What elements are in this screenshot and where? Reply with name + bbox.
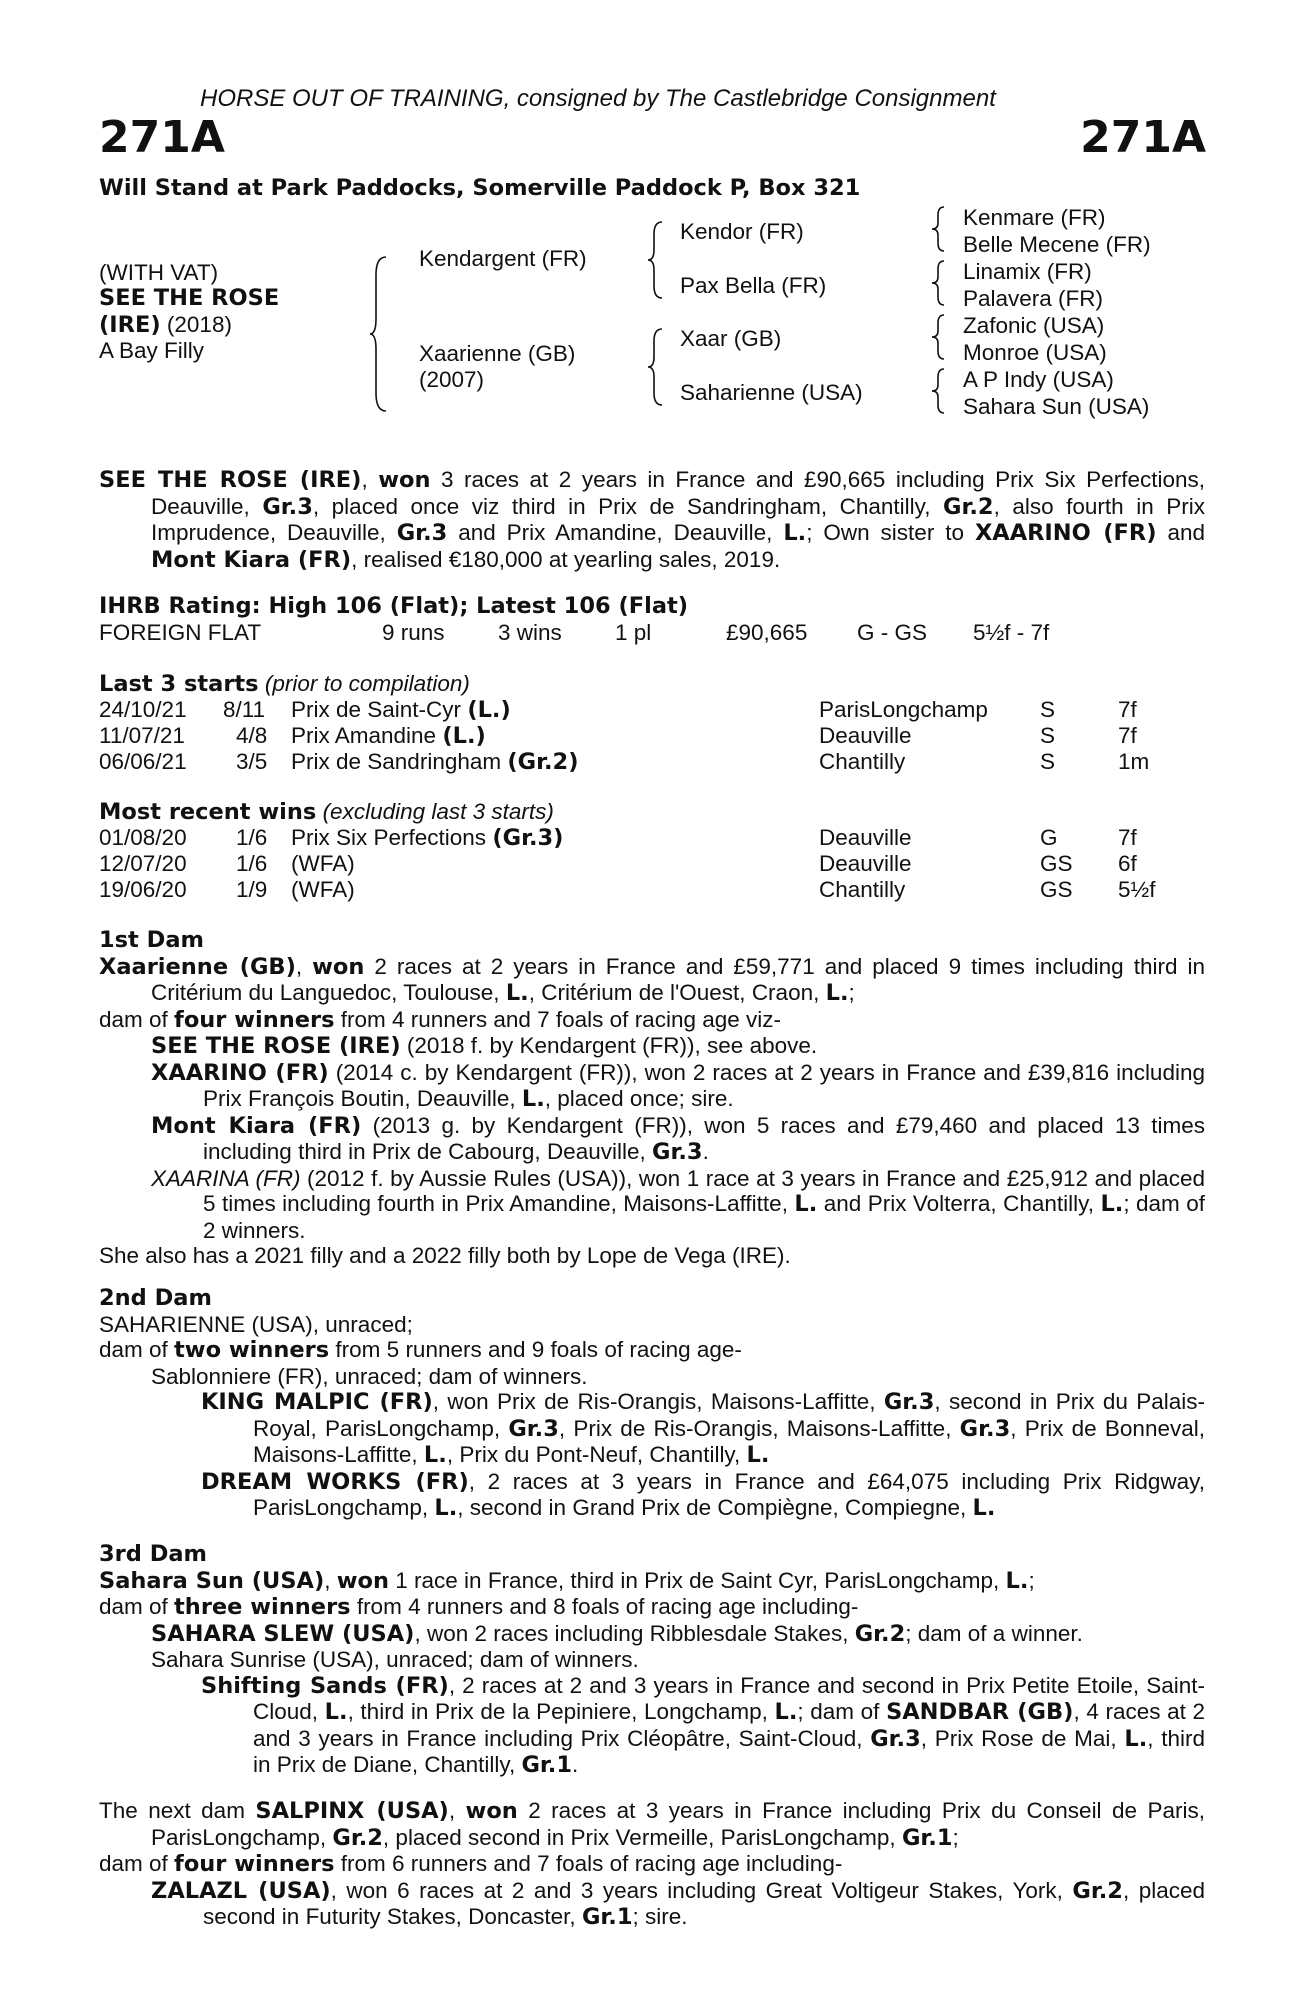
grand-offspring-1: KING MALPIC (FR), won Prix de Ris-Orangis, Maisons-Laffitte, Gr.3, second in Prix du Palais-Royal, ParisLongchamp, Gr.3, Prix de Ris-Orangis, Maisons-Laffitte, Gr.3, Prix de Bonneval, Maisons-Laffitte, L., Prix du Pont-Neuf, Chantilly, L. (201, 1389, 1205, 1468)
row-race: Prix de Sandringham (Gr.2) (291, 749, 579, 775)
row-date: 12/07/20 (99, 851, 187, 876)
rating-runs: 9 runs (382, 620, 445, 645)
g4-1: Kenmare (FR) (963, 205, 1106, 230)
row-going: S (1040, 723, 1056, 748)
dam-line: Xaarienne (GB), won 2 races at 2 years in France and £59,771 and placed 9 times including third in Critérium du Languedoc, Toulouse, L., Critérium de l'Ouest, Craon, L.; (99, 953, 1205, 1006)
row-going: S (1040, 697, 1056, 722)
row-distance: 6f (1118, 851, 1137, 876)
brace-gen2-dam (648, 327, 666, 409)
row-course: Deauville (819, 825, 912, 850)
brace-gen3-2 (932, 259, 948, 309)
section-heading: 2nd Dam (99, 1285, 212, 1311)
row-course: Deauville (819, 851, 912, 876)
rating-placed: 1 pl (615, 620, 652, 645)
rating-heading: IHRB Rating: High 106 (Flat); Latest 106 (Flat) (99, 593, 689, 619)
rating-distance: 5½f - 7f (973, 620, 1050, 645)
offspring-1: ZALAZL (USA), won 6 races at 2 and 3 years including Great Voltigeur Stakes, York, Gr.2, placed second in Futurity Stakes, Doncaster, Gr.1; sire. (151, 1877, 1205, 1930)
dam-sire: Xaar (GB) (680, 326, 782, 351)
lot-number-right: 271A (1080, 112, 1206, 163)
row-date: 01/08/20 (99, 825, 187, 850)
row-date: 06/06/21 (99, 749, 187, 774)
brace-gen3-3 (932, 313, 948, 363)
race-summary: SEE THE ROSE (IRE), won 3 races at 2 years in France and £90,665 including Prix Six Perfections, Deauville, Gr.3, placed once viz third in Prix de Sandringham, Chantilly, Gr.2, also fourth in Prix Imprudence, Deauville, Gr.3 and Prix Amandine, Deauville, L.; Own sister to XAARINO (FR) and Mont Kiara (FR), realised €180,000 at yearling sales, 2019. (99, 467, 1206, 573)
sire: Kendargent (FR) (419, 246, 587, 271)
row-race: (WFA) (291, 877, 355, 902)
rating-category: FOREIGN FLAT (99, 620, 262, 645)
first-dam-section (99, 928, 1205, 1269)
row-going: G (1040, 825, 1058, 850)
dam-footer: She also has a 2021 filly and a 2022 filly both by Lope de Vega (IRE). (99, 1243, 791, 1268)
section-heading: 3rd Dam (99, 1541, 207, 1567)
produce-line: dam of three winners from 4 runners and 8 foals of racing age including- (99, 1594, 859, 1620)
consignment-line: HORSE OUT OF TRAINING, consigned by The Castlebridge Consignment (200, 85, 996, 112)
offspring-3: Mont Kiara (FR) (2013 g. by Kendargent (FR)), won 5 races and £79,460 and placed 13 times including third in Prix de Cabourg, Deauville, Gr.3. (151, 1112, 1205, 1165)
next-dam-section (99, 1798, 1205, 1931)
row-going: S (1040, 749, 1056, 774)
row-going: GS (1040, 851, 1073, 876)
brace-gen2-sire (648, 220, 666, 302)
brace-gen1 (370, 255, 392, 413)
row-course: ParisLongchamp (819, 697, 988, 722)
sire-sire: Kendor (FR) (680, 219, 804, 244)
row-date: 19/06/20 (99, 877, 187, 902)
row-position: 1/6 (236, 825, 268, 850)
row-distance: 5½f (1118, 877, 1156, 902)
dam-line: The next dam SALPINX (USA), won 2 races at 3 years in France including Prix du Conseil de Paris, ParisLongchamp, Gr.2, placed second in Prix Vermeille, ParisLongchamp, Gr.1; (99, 1798, 1205, 1851)
row-race: Prix Amandine (L.) (291, 723, 486, 749)
dam-dam: Saharienne (USA) (680, 380, 863, 405)
g4-4: Palavera (FR) (963, 286, 1104, 311)
section-heading: 1st Dam (99, 927, 204, 953)
produce-line: dam of two winners from 5 runners and 9 foals of racing age- (99, 1337, 742, 1363)
row-date: 24/10/21 (99, 697, 187, 722)
sire-dam: Pax Bella (FR) (680, 273, 827, 298)
vat-note: (WITH VAT) (99, 260, 219, 285)
offspring-1: SAHARA SLEW (USA), won 2 races including Ribblesdale Stakes, Gr.2; dam of a winner. (151, 1620, 1083, 1647)
g4-2: Belle Mecene (FR) (963, 232, 1151, 257)
produce-line: dam of four winners from 4 runners and 7 foals of racing age viz- (99, 1006, 782, 1033)
rating-going: G - GS (857, 620, 928, 645)
row-race: (WFA) (291, 851, 355, 876)
produce-line: dam of four winners from 6 runners and 7 foals of racing age including- (99, 1851, 843, 1877)
row-course: Chantilly (819, 749, 906, 774)
row-distance: 7f (1118, 723, 1137, 748)
rating-wins: 3 wins (498, 620, 562, 645)
horse-origin-year: (IRE) (2018) (99, 312, 232, 338)
rating-earnings: £90,665 (726, 620, 808, 645)
lot-number-left: 271A (99, 112, 225, 163)
dam: Xaarienne (GB) (419, 341, 576, 366)
row-position: 8/11 (223, 697, 266, 722)
offspring-1: Sablonniere (FR), unraced; dam of winners. (151, 1363, 588, 1389)
row-course: Deauville (819, 723, 912, 748)
row-race: Prix de Saint-Cyr (L.) (291, 697, 511, 723)
brace-gen3-4 (932, 367, 948, 417)
row-position: 4/8 (236, 723, 268, 748)
brace-gen3-1 (932, 205, 948, 255)
grand-offspring-2: DREAM WORKS (FR), 2 races at 3 years in France and £64,075 including Prix Ridgway, ParisLongchamp, L., second in Grand Prix de Compiègne, Compiegne, L. (201, 1468, 1205, 1521)
offspring-2: Sahara Sunrise (USA), unraced; dam of winners. (151, 1647, 639, 1672)
dam-line: Sahara Sun (USA), won 1 race in France, third in Prix de Saint Cyr, ParisLongchamp, L.; (99, 1567, 1035, 1594)
row-race: Prix Six Perfections (Gr.3) (291, 825, 564, 851)
third-dam-section (99, 1542, 1205, 1779)
horse-description: A Bay Filly (99, 338, 205, 363)
g4-8: Sahara Sun (USA) (963, 394, 1150, 419)
offspring-4: XAARINA (FR) (2012 f. by Aussie Rules (USA)), won 1 race at 3 years in France and £25,912 and placed 5 times including fourth in Prix Amandine, Maisons-Laffitte, L. and Prix Volterra, Chantilly, L.; dam of 2 winners. (151, 1165, 1205, 1243)
g4-6: Monroe (USA) (963, 340, 1107, 365)
row-going: GS (1040, 877, 1073, 902)
recent-wins-heading: Most recent wins (excluding last 3 starts) (99, 799, 554, 825)
g4-5: Zafonic (USA) (963, 313, 1105, 338)
offspring-2: XAARINO (FR) (2014 c. by Kendargent (FR)), won 2 races at 2 years in France and £39,816 including Prix François Boutin, Deauville, L., placed once; sire. (151, 1059, 1205, 1112)
row-distance: 7f (1118, 825, 1137, 850)
horse-name: SEE THE ROSE (99, 285, 280, 311)
row-position: 1/9 (236, 877, 268, 902)
stand-location: Will Stand at Park Paddocks, Somerville Paddock P, Box 321 (99, 175, 861, 201)
dam-line: SAHARIENNE (USA), unraced; (99, 1311, 413, 1337)
row-distance: 1m (1118, 749, 1150, 774)
row-date: 11/07/21 (99, 723, 185, 748)
second-dam-section (99, 1286, 1205, 1522)
row-course: Chantilly (819, 877, 906, 902)
row-distance: 7f (1118, 697, 1137, 722)
dam-year: (2007) (419, 367, 485, 392)
grand-offspring-1: Shifting Sands (FR), 2 races at 2 and 3 years in France and second in Prix Petite Etoile, Saint-Cloud, L., third in Prix de la Pepiniere, Longchamp, L.; dam of SANDBAR (GB), 4 races at 2 and 3 years in France including Prix Cléopâtre, Saint-Cloud, Gr.3, Prix Rose de Mai, L., third in Prix de Diane, Chantilly, Gr.1. (201, 1672, 1206, 1778)
row-position: 3/5 (236, 749, 268, 774)
last3-heading: Last 3 starts (prior to compilation) (99, 671, 470, 697)
row-position: 1/6 (236, 851, 268, 876)
g4-3: Linamix (FR) (963, 259, 1092, 284)
g4-7: A P Indy (USA) (963, 367, 1114, 392)
offspring-1: SEE THE ROSE (IRE) (2018 f. by Kendargent (FR)), see above. (151, 1033, 818, 1059)
